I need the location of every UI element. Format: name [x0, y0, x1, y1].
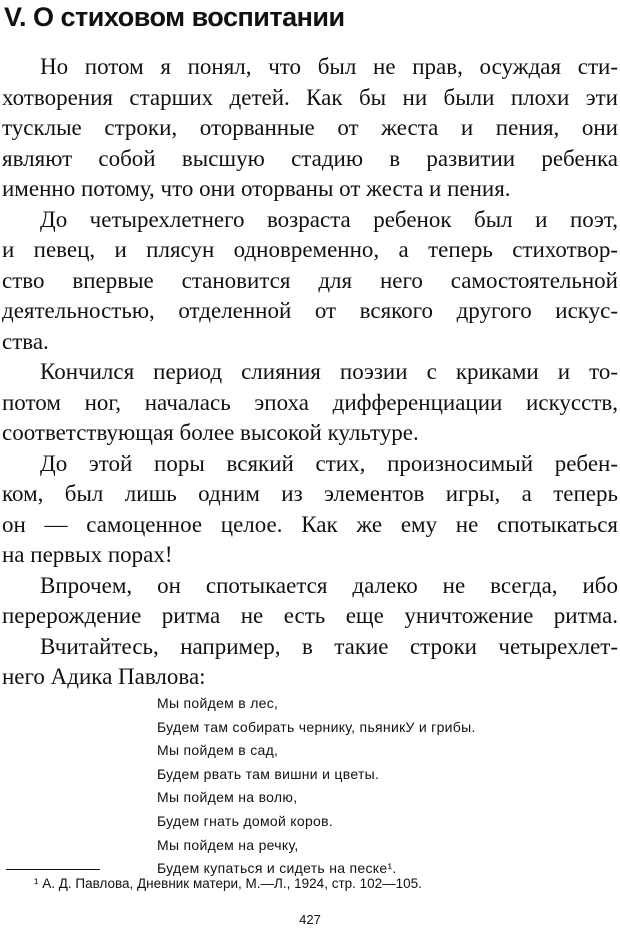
text-line: он — самоценное целое. Как же ему не спотыкаться	[2, 511, 618, 537]
poem	[157, 692, 476, 881]
footnote-divider	[6, 869, 100, 870]
text-line: До четырехлетнего возраста ребенок был и поэт,	[40, 206, 618, 232]
poem-line: Будем рвать там вишни и цветы.	[157, 765, 380, 782]
text-line: Но потом я понял, что был не прав, осуждая сти-	[40, 54, 618, 79]
text-line: До этой поры всякий стих, произносимый ребен-	[40, 450, 618, 476]
text-line: являют собой высшую стадию в развитии ребенка	[2, 145, 618, 171]
text-line: перерождение ритма не есть еще уничтожение ритма.	[2, 603, 618, 628]
poem-line: Будем купаться и сидеть на песке¹.	[157, 860, 397, 877]
poem-line: Мы пойдем на речку,	[157, 836, 299, 853]
poem-line: Будем там собирать чернику, пьяникУ и грибы.	[157, 718, 476, 735]
text-line: Впрочем, он спотыкается далеко не всегда, ибо	[40, 572, 618, 598]
poem-line: Мы пойдем в лес,	[157, 695, 279, 711]
text-line: Вчитайтесь, например, в такие строки четырехлет-	[40, 633, 618, 659]
chapter-heading: V. О стиховом воспитании	[4, 2, 345, 32]
text-line: соответствующая более высокой культуре.	[2, 420, 419, 445]
text-line: деятельностью, отделенной от всякого другого искус-	[2, 298, 618, 323]
text-line: и певец, и плясун одновременно, а теперь стихотвор-	[2, 237, 618, 262]
text-line: хотворения старших детей. Как бы ни были плохи эти	[2, 84, 618, 110]
poem-line: Мы пойдем в сад,	[157, 742, 279, 759]
text-line: ком, был лишь одним из элементов игры, а теперь	[2, 481, 618, 506]
text-line: ства.	[2, 328, 49, 354]
page-number: 427	[299, 912, 321, 927]
text-line: именно потому, что они оторваны от жеста и пения.	[2, 176, 511, 201]
text-line: на первых порах!	[2, 542, 173, 567]
text-line: ство впервые становится для него самостоятельной	[2, 267, 618, 293]
text-line: Кончился период слияния поэзии с криками и то-	[40, 359, 618, 384]
poem-line: Будем гнать домой коров.	[157, 812, 334, 829]
body-text	[2, 52, 618, 693]
poem-line: Мы пойдем на волю,	[157, 789, 298, 806]
text-line: тусклые строки, оторванные от жеста и пения, они	[2, 115, 618, 140]
footnote: ¹ А. Д. Павлова, Дневник матери, М.—Л., 1924, стр. 102—105.	[34, 876, 422, 891]
text-line: него Адика Павлова:	[2, 664, 206, 689]
text-line: потом ног, началась эпоха дифференциации искусств,	[2, 389, 618, 415]
